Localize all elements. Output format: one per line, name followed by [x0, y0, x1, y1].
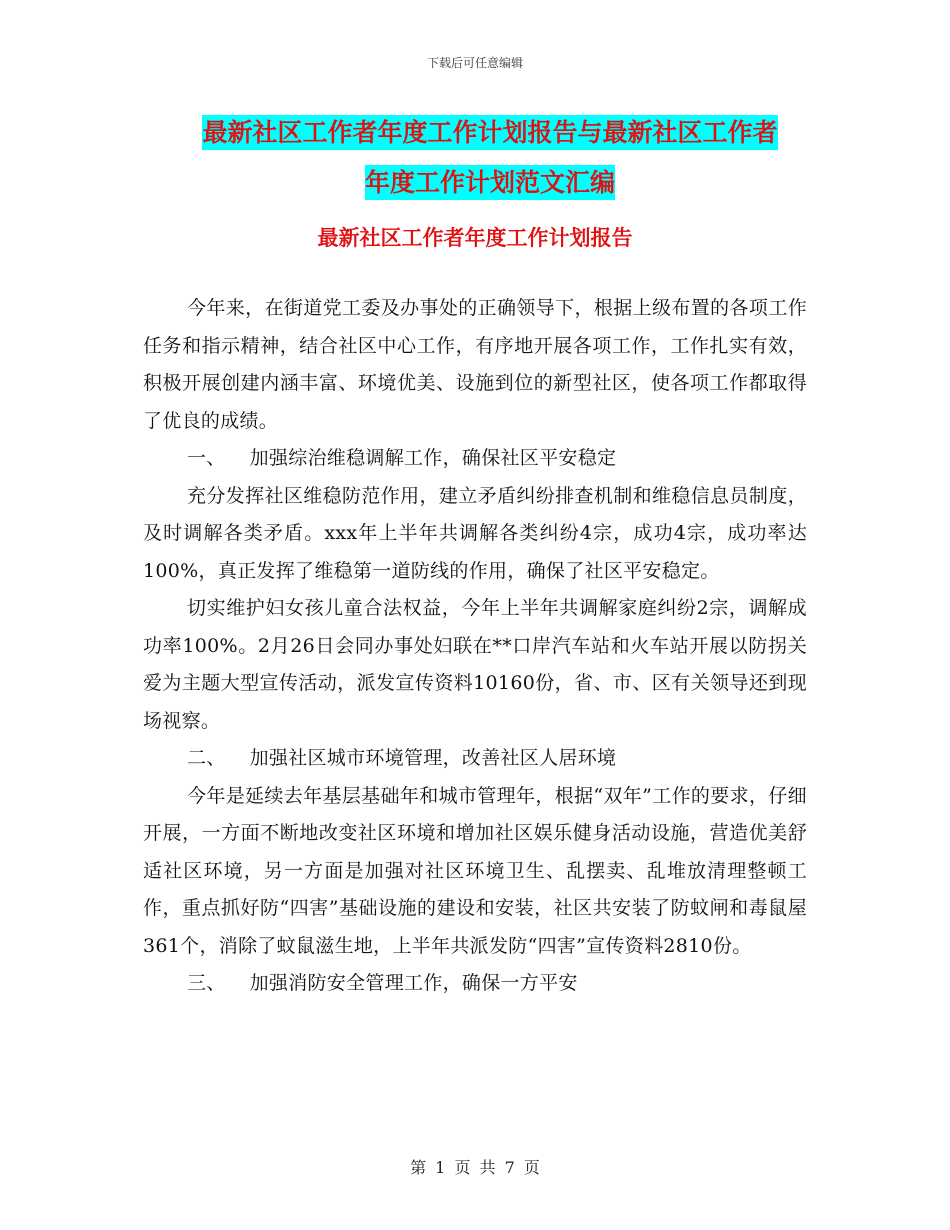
section-1-paragraph-1: 充分发挥社区维稳防范作用，建立矛盾纠纷排查机制和维稳信息员制度，及时调解各类矛盾。xxx年上半年共调解各类纠纷4宗，成功4宗，成功率达100%，真正发挥了维稳第一道防线的作用，确保了社区平安稳定。	[143, 484, 807, 582]
section-subtitle: 最新社区工作者年度工作计划报告	[317, 226, 633, 250]
section-2-paragraph-1: 今年是延续去年基层基础年和城市管理年，根据“双年”工作的要求，仔细开展，一方面不断地改变社区环境和增加社区娱乐健身活动设施，营造优美舒适社区环境，另一方面是加强对社区环境卫生、乱摆卖、乱堆放清理整顿工作，重点抓好防“四害”基础设施的建设和安装，社区共安装了防蚊闸和毒鼠屋361个，消除了蚊鼠滋生地，上半年共派发防“四害”宣传资料2810份。	[143, 784, 807, 957]
title-line-2: 年度工作计划范文汇编	[365, 165, 615, 200]
title-line-1: 最新社区工作者年度工作计划报告与最新社区工作者	[202, 115, 777, 150]
section-3-number: 三、	[187, 972, 226, 994]
section-1-title: 加强综治维稳调解工作，确保社区平安稳定	[249, 447, 617, 469]
section-2-number: 二、	[187, 747, 226, 769]
intro-paragraph: 今年来，在街道党工委及办事处的正确领导下，根据上级布置的各项工作任务和指示精神，结合社区中心工作，有序地开展各项工作，工作扎实有效，积极开展创建内涵丰富、环境优美、设施到位的新型社区，使各项工作都取得了优良的成绩。	[143, 297, 807, 432]
page-footer: 第 1 页 共 7 页	[410, 1158, 540, 1177]
section-2-title: 加强社区城市环境管理，改善社区人居环境	[249, 747, 617, 769]
section-1-heading	[143, 440, 807, 478]
section-3-heading	[143, 965, 807, 1003]
document-title	[140, 108, 840, 208]
header-note: 下载后可任意编辑	[426, 56, 523, 70]
section-2-heading	[143, 740, 807, 778]
document-body	[143, 290, 807, 1003]
section-1-number: 一、	[187, 447, 226, 469]
section-3-title: 加强消防安全管理工作，确保一方平安	[249, 972, 578, 994]
section-1-paragraph-2: 切实维护妇女孩儿童合法权益，今年上半年共调解家庭纠纷2宗，调解成功率100%。2月26日会同办事处妇联在**口岸汽车站和火车站开展以防拐关爱为主题大型宣传活动，派发宣传资料10160份，省、市、区有关领导还到现场视察。	[143, 597, 807, 732]
